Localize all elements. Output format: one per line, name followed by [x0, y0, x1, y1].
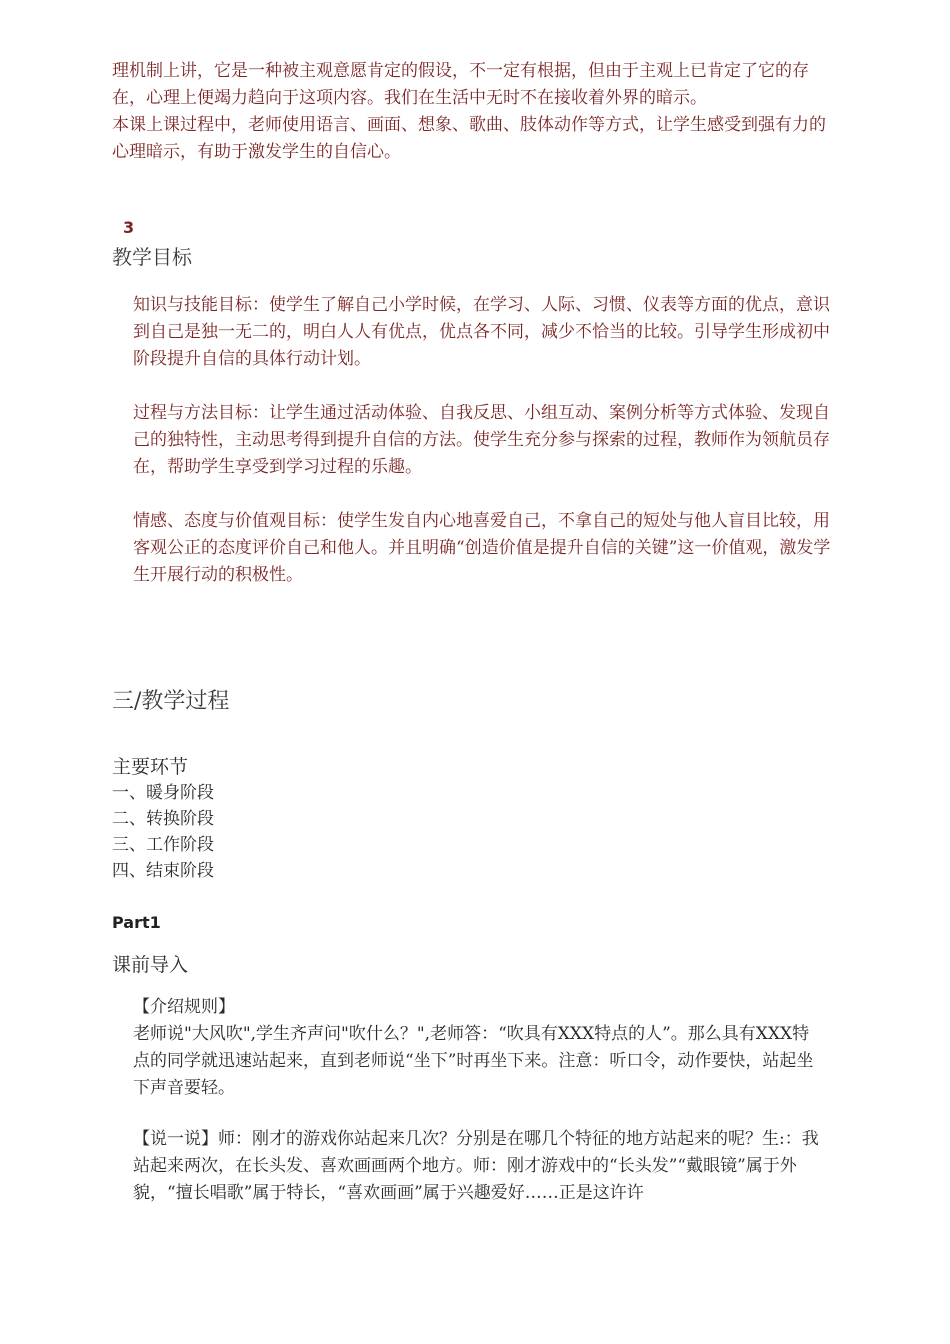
section-title-teaching-process: 三/教学过程 [112, 689, 230, 714]
goal-knowledge-skills: 知识与技能目标：使学生了解自己小学时候，在学习、人际、习惯、仪表等方面的优点，意识到自己是独一无二的，明白人人有优点，优点各不同，减少不恰当的比较。引导学生形成初中阶段提升自信的具体行动计划。 [133, 295, 830, 369]
goal-emotion-attitude: 情感、态度与价值观目标：使学生发自内心地喜爱自己，不拿自己的短处与他人盲目比较，用客观公正的态度评价自己和他人。并且明确“创造价值是提升自信的关键”这一价值观，激发学生开展行动的积极性。 [133, 511, 831, 585]
stage-item: 二、转换阶段 [112, 809, 214, 829]
stage-item: 三、工作阶段 [112, 835, 214, 855]
goal-process-method: 过程与方法目标：让学生通过活动体验、自我反思、小组互动、案例分析等方式体验、发现自己的独特性，主动思考得到提升自信的方法。使学生充分参与探索的过程，教师作为领航员存在，帮助学生享受到学习过程的乐趣。 [133, 403, 830, 477]
intro-text [112, 58, 832, 166]
section-title-teaching-goals: 教学目标 [112, 245, 192, 269]
stage-item: 一、暖身阶段 [112, 783, 214, 803]
rules-text: 老师说"大风吹",学生齐声问"吹什么？",老师答：“吹具有XXX特点的人”。那么具有XXX特点的同学就迅速站起来，直到老师说“坐下”时再坐下来。注意：听口令，动作要快，站起坐下声音要轻。 [133, 1024, 814, 1098]
intro-paragraph: 理机制上讲，它是一种被主观意愿肯定的假设，不一定有根据，但由于主观上已肯定了它的存在，心理上便竭力趋向于这项内容。我们在生活中无时不在接收着外界的暗示。 [112, 61, 809, 108]
part-label: Part1 [112, 913, 161, 932]
main-steps-heading: 主要环节 [112, 756, 189, 778]
section-number: 3 [123, 218, 135, 237]
stage-item: 四、结束阶段 [112, 861, 214, 881]
discussion-text: 【说一说】师：刚才的游戏你站起来几次？分别是在哪几个特征的地方站起来的呢？生:：我站起来两次，在长头发、喜欢画画两个地方。师：刚才游戏中的“长头发”“戴眼镜”属于外貌，“擅长唱歌”属于特长，“喜欢画画”属于兴趣爱好……正是这许许 [133, 1129, 819, 1203]
stage-list [112, 780, 214, 884]
part-title: 课前导入 [112, 954, 189, 976]
rules-heading: 【介绍规则】 [133, 997, 235, 1017]
intro-paragraph: 本课上课过程中，老师使用语言、画面、想象、歌曲、肢体动作等方式，让学生感受到强有力的心理暗示，有助于激发学生的自信心。 [112, 115, 826, 162]
